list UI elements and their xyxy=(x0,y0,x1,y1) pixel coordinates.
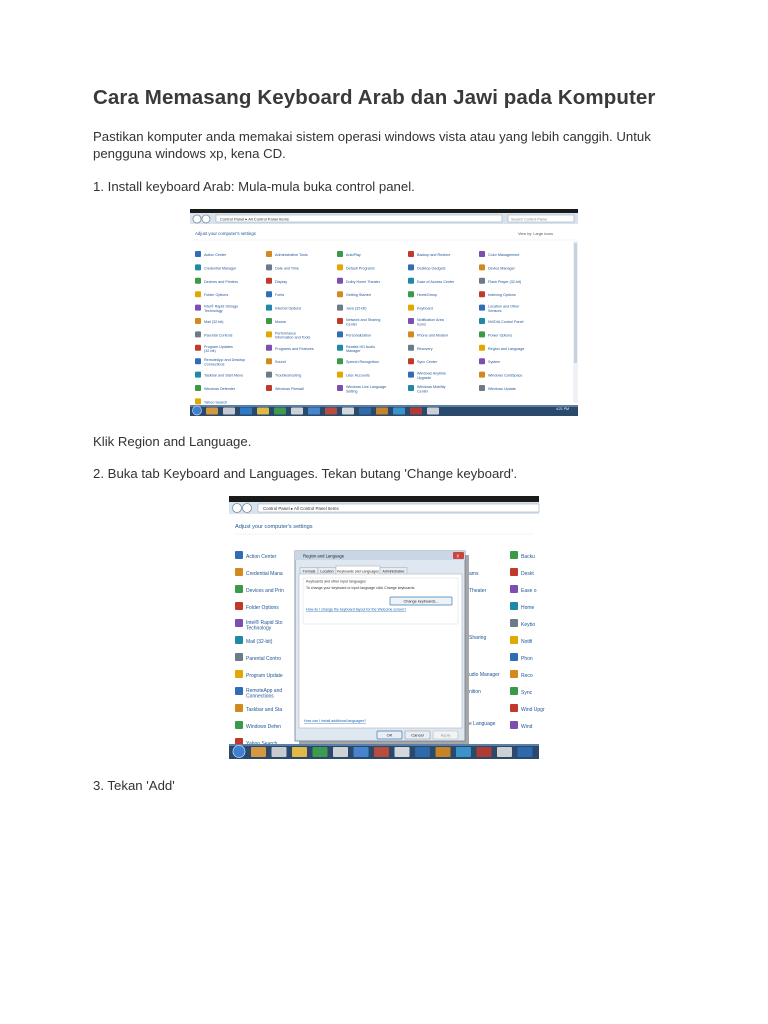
cp-item-label: Connections xyxy=(204,362,225,367)
internet-options-icon xyxy=(266,305,272,311)
dialog-title: Region and Language xyxy=(303,553,345,559)
cp-item-label: Icons xyxy=(417,322,426,327)
cp-item-label: Keybo xyxy=(521,622,536,628)
cp-item-label: Device Manager xyxy=(488,266,515,271)
credential-mana-icon xyxy=(235,568,243,576)
cp-item-label: Date and Time xyxy=(275,266,299,271)
tab-keyboards-and-languages[interactable] xyxy=(336,566,380,575)
intel-rapid-storage-technology-icon xyxy=(195,305,201,311)
taskbar-app-icon[interactable] xyxy=(342,408,354,415)
cp-item-label: Troubleshooting xyxy=(275,373,302,378)
cp-item-label: Display xyxy=(275,279,288,284)
cp-item-label: Sync Center xyxy=(417,360,438,365)
cp-item-label: Upgrade xyxy=(417,375,432,380)
ok-label[interactable]: OK xyxy=(386,732,393,738)
cp-item-label: Manager xyxy=(346,349,361,354)
cp2-mid-item[interactable]: udio Manager xyxy=(469,672,500,678)
getting-started-icon xyxy=(337,291,343,297)
taskbar-app-icon[interactable] xyxy=(518,747,533,757)
yahoo-search-icon xyxy=(195,398,201,404)
taskbar-app-icon[interactable] xyxy=(497,747,512,757)
cp-item-label: Ease o xyxy=(521,588,537,594)
backu-icon xyxy=(510,551,518,559)
taskbar-app-icon[interactable] xyxy=(240,408,252,415)
indexing-options-icon xyxy=(479,291,485,297)
tab-formats[interactable] xyxy=(300,568,318,575)
cp-item-label: Windows Mobility xyxy=(417,385,446,389)
taskbar-app-icon[interactable] xyxy=(325,408,337,415)
cp-item-label: User Accounts xyxy=(346,373,370,378)
fonts-icon xyxy=(266,291,272,297)
cp-item-label: Flash Player (32-bit) xyxy=(488,279,522,284)
sync-center-icon xyxy=(408,358,414,364)
cp-item-label: Devices and Prin xyxy=(246,588,284,594)
wind-icon xyxy=(510,721,518,729)
windows-firewall-icon xyxy=(266,385,272,391)
autoplay-icon xyxy=(337,251,343,257)
cp-item-label: Indexing Options xyxy=(488,293,516,298)
tab-administrative[interactable] xyxy=(380,568,407,575)
cp-item-label: Setting xyxy=(346,389,358,394)
cp-item-label: Parental Contro xyxy=(246,656,282,662)
cp-item-label: Intel® Rapid Sto xyxy=(246,620,283,626)
cp-item-label: Desktop Gadgets xyxy=(417,266,446,271)
cp-item-label: Mouse xyxy=(275,320,287,324)
install-languages-link[interactable]: How can I install additional languages? xyxy=(304,719,367,723)
cp-item-label: Getting Started xyxy=(346,293,371,298)
display-icon xyxy=(266,278,272,284)
taskbar-app-icon[interactable] xyxy=(376,408,388,415)
taskbar-app-icon[interactable] xyxy=(292,747,307,757)
taskbar-app-icon[interactable] xyxy=(374,747,389,757)
reco-icon xyxy=(510,670,518,678)
cp-item-label: System xyxy=(488,360,501,365)
cp2-mid-item[interactable]: ams xyxy=(469,571,479,577)
taskbar-app-icon[interactable] xyxy=(393,408,405,415)
cp-item-label: Parental Controls xyxy=(204,333,233,338)
taskbar-app-icon[interactable] xyxy=(313,747,328,757)
folder-options-icon xyxy=(195,291,201,297)
cp-item-label: Taskbar and Sta xyxy=(246,707,283,713)
sound-icon xyxy=(266,358,272,364)
cp-item-label: Credential Mana xyxy=(246,571,283,577)
step-1-text: 1. Install keyboard Arab: Mula-mula buka control panel. xyxy=(93,179,415,194)
change-keyboards-desc: To change your keyboard or input language click Change keyboards. xyxy=(306,586,416,590)
deskt-icon xyxy=(510,568,518,576)
user-accounts-icon xyxy=(337,372,343,378)
phon-icon xyxy=(510,653,518,661)
remoteapp-and-desktop-connections-icon xyxy=(195,358,201,364)
devices-and-prin-icon xyxy=(235,585,243,593)
step-3-text: 3. Tekan 'Add' xyxy=(93,778,175,793)
cp-item-label: Action Center xyxy=(204,253,227,257)
cp-item-label: Windows CardSpace xyxy=(488,373,523,378)
cancel-label[interactable]: Cancel xyxy=(411,732,424,738)
notification-area-icons-icon xyxy=(408,318,414,324)
taskbar-app-icon[interactable] xyxy=(251,747,266,757)
taskbar-clock: 4:21 PM xyxy=(556,407,570,411)
tab-label: Location xyxy=(320,569,334,574)
taskbar-app-icon[interactable] xyxy=(395,747,410,757)
cp-item-label: Keyboard xyxy=(417,306,433,311)
cp-item-label: Sound xyxy=(275,360,286,365)
windows-defen-icon xyxy=(235,721,243,729)
parental-controls-icon xyxy=(195,331,201,337)
panel-heading-2: Adjust your computer's settings xyxy=(235,524,313,530)
cp-item-label: Windows Firewall xyxy=(275,387,304,391)
cp-item-label: Internet Options xyxy=(275,306,302,311)
taskbar-app-icon[interactable] xyxy=(333,747,348,757)
speech-recognition-icon xyxy=(337,358,343,364)
cp-item-label: Program Updates xyxy=(204,344,233,349)
program-update-icon xyxy=(235,670,243,678)
device-manager-icon xyxy=(479,264,485,270)
taskbar-app-icon[interactable] xyxy=(308,408,320,415)
windows-mobility-center-icon xyxy=(408,385,414,391)
cp-item-label: Windows Update xyxy=(488,387,516,391)
java-32-bit-icon xyxy=(337,305,343,311)
cp-item-label: Administrative Tools xyxy=(275,253,308,257)
cp-item-label: Notifi xyxy=(521,639,533,645)
tab-label: Administrative xyxy=(382,569,405,574)
cp-item-label: Sensors xyxy=(488,308,502,313)
cp-item-label: Color Management xyxy=(488,253,520,257)
cp-item-label: Intel® Rapid Storage xyxy=(204,304,239,309)
cp-item-label: Sync xyxy=(521,690,533,696)
panel-heading: Adjust your computer's settings xyxy=(195,231,256,236)
cp-item-label: Technology xyxy=(246,625,272,632)
tab-label: Keyboards and Languages xyxy=(337,569,379,574)
control-panel-screenshot xyxy=(190,209,578,416)
cp-item-label: Speech Recognition xyxy=(346,360,380,365)
cp-item-label: Programs and Features xyxy=(275,346,314,351)
cp-item-label: Realtek HD Audio xyxy=(346,344,376,349)
power-options-icon xyxy=(479,331,485,337)
cp-item-label: Java (32-bit) xyxy=(346,306,367,311)
folder-options-icon xyxy=(235,602,243,610)
region-language-screenshot xyxy=(229,496,545,759)
windows-defender-icon xyxy=(195,385,201,391)
cp-item-label: Ease of Access Center xyxy=(417,279,455,284)
cp-item-label: Performance xyxy=(275,331,297,336)
cp-item-label: Recovery xyxy=(417,346,433,351)
date-and-time-icon xyxy=(266,264,272,270)
intro-paragraph: Pastikan komputer anda memakai sistem operasi windows vista atau yang lebih canggih. Untuk pengguna windows xp, kena CD. xyxy=(93,129,651,161)
cp2-mid-item[interactable]: e Language xyxy=(469,721,496,727)
mail-32-bit-icon xyxy=(195,318,201,324)
devices-and-printers-icon xyxy=(195,278,201,284)
taskbar-app-icon[interactable] xyxy=(410,408,422,415)
cp2-mid-item[interactable]: Sharing xyxy=(469,635,487,641)
cp-item-label: AutoPlay xyxy=(346,253,361,257)
cp-item-label: Center xyxy=(346,322,358,327)
address-bar-2: Control Panel ▸ All Control Panel Items xyxy=(263,506,339,511)
mail-32-bit-icon xyxy=(235,636,243,644)
region-and-language-icon xyxy=(479,345,485,351)
personalization-icon xyxy=(337,331,343,337)
keybo-icon xyxy=(510,619,518,627)
cp-item-label: RemoteApp and xyxy=(246,688,283,694)
step-2-text: 2. Buka tab Keyboard and Languages. Tekan butang 'Change keyboard'. xyxy=(93,466,518,481)
apply-label[interactable]: Apply xyxy=(440,732,451,738)
change-keyboards-label[interactable]: Change keyboards... xyxy=(403,599,439,604)
taskbar-app-icon[interactable] xyxy=(206,408,218,415)
realtek-hd-audio-manager-icon xyxy=(337,345,343,351)
taskbar-app-icon[interactable] xyxy=(223,408,235,415)
cp-item-label: NVIDIA Control Panel xyxy=(488,320,524,324)
cp-item-label: Windows Anytime xyxy=(417,371,447,376)
cp-item-label: Wind xyxy=(521,724,533,730)
taskbar-app-icon[interactable] xyxy=(291,408,303,415)
cp2-mid-item[interactable]: nition xyxy=(469,689,481,695)
cp-item-label: Phon xyxy=(521,656,533,662)
sync-icon xyxy=(510,687,518,695)
taskbar-app-icon[interactable] xyxy=(456,747,471,757)
backup-and-restore-icon xyxy=(408,251,414,257)
cp-item-label: Backup and Restore xyxy=(417,253,451,257)
keyboards-group-label: Keyboards and other input languages xyxy=(306,579,366,584)
keyboard-icon xyxy=(408,305,414,311)
welcome-screen-link[interactable]: How do I change the keyboard layout for the Welcome screen? xyxy=(306,607,407,612)
cp-item-label: Windows Defen xyxy=(246,724,282,730)
cp-item-label: (32-bit) xyxy=(204,349,216,354)
cp-item-label: Region and Language xyxy=(488,346,525,351)
taskbar-app-icon[interactable] xyxy=(436,747,451,757)
action-center-icon xyxy=(195,251,201,257)
windows-cardspace-icon xyxy=(479,372,485,378)
taskbar-app-icon[interactable] xyxy=(415,747,430,757)
windows-anytime-upgrade-icon xyxy=(408,372,414,378)
location-and-other-sensors-icon xyxy=(479,305,485,311)
windows-update-icon xyxy=(479,385,485,391)
credential-manager-icon xyxy=(195,264,201,270)
color-management-icon xyxy=(479,251,485,257)
taskbar-app-icon[interactable] xyxy=(354,747,369,757)
taskbar-app-icon[interactable] xyxy=(427,408,439,415)
performance-information-and-tools-icon xyxy=(266,331,272,337)
cp-item-label: Location and Other xyxy=(488,304,520,309)
taskbar-and-sta-icon xyxy=(235,704,243,712)
taskbar-app-icon[interactable] xyxy=(477,747,492,757)
windows-live-language-setting-icon xyxy=(337,385,343,391)
cp-item-label: Network and Sharing xyxy=(346,318,381,322)
cp-item-label: Credential Manager xyxy=(204,266,237,271)
troubleshooting-icon xyxy=(266,372,272,378)
cp-item-label: RemoteApp and Desktop xyxy=(204,358,246,363)
cp-item-label: Dolby Home Theater xyxy=(346,279,380,284)
cp-item-label: Notification Area xyxy=(417,318,444,322)
parental-contro-icon xyxy=(235,653,243,661)
mouse-icon xyxy=(266,318,272,324)
cp2-mid-item[interactable]: Theater xyxy=(469,588,487,594)
taskbar-app-icon[interactable] xyxy=(257,408,269,415)
cp-item-label: Connections xyxy=(246,693,274,700)
cp-item-label: Windows Defender xyxy=(204,387,236,391)
cp-item-label: Mail (32-bit) xyxy=(246,639,273,645)
desktop-gadgets-icon xyxy=(408,264,414,270)
taskbar-app-icon[interactable] xyxy=(359,408,371,415)
cp-item-label: Default Programs xyxy=(346,266,375,271)
nvidia-control-panel-icon xyxy=(479,318,485,324)
network-and-sharing-center-icon xyxy=(337,318,343,324)
close-icon[interactable]: x xyxy=(456,553,459,560)
system-icon xyxy=(479,358,485,364)
flash-player-32-bit-icon xyxy=(479,278,485,284)
cp-item-label: Reco xyxy=(521,673,533,679)
page-title: Cara Memasang Keyboard Arab dan Jawi pada Komputer xyxy=(93,86,656,109)
cp-item-label: Yahoo Search xyxy=(204,400,228,405)
default-programs-icon xyxy=(337,264,343,270)
search-box: Search Control Panel xyxy=(511,217,548,222)
cp-item-label: Fonts xyxy=(275,293,285,298)
wind-upgr-icon xyxy=(510,704,518,712)
homegroup-icon xyxy=(408,291,414,297)
taskbar-app-icon[interactable] xyxy=(272,747,287,757)
program-updates-32-bit-icon xyxy=(195,345,201,351)
klik-text: Klik Region and Language. xyxy=(93,434,252,449)
taskbar-and-start-menu-icon xyxy=(195,372,201,378)
recovery-icon xyxy=(408,345,414,351)
action-center-icon xyxy=(235,551,243,559)
home-icon xyxy=(510,602,518,610)
remoteapp-and-connections-icon xyxy=(235,687,243,695)
programs-and-features-icon xyxy=(266,345,272,351)
cp-item-label: Windows Live Language xyxy=(346,385,387,389)
taskbar-app-icon[interactable] xyxy=(274,408,286,415)
cp-item-label: Program Update xyxy=(246,673,283,679)
cp-item-label: Folder Options xyxy=(246,605,279,611)
ease-o-icon xyxy=(510,585,518,593)
address-bar: Control Panel ▸ All Control Panel Items xyxy=(220,216,289,222)
cp-item-label: Phone and Modem xyxy=(417,333,449,338)
cp-item-label: Devices and Printers xyxy=(204,279,239,284)
cp-item-label: Power Options xyxy=(488,333,513,338)
cp-item-label: Home xyxy=(521,605,535,611)
cp-item-label: Deskt xyxy=(521,571,534,577)
cp-item-label: Technology xyxy=(204,308,223,313)
cp-item-label: Taskbar and Start Menu xyxy=(204,373,244,378)
cp-item-label: Folder Options xyxy=(204,293,229,298)
cp-item-label: Action Center xyxy=(246,554,277,560)
notifi-icon xyxy=(510,636,518,644)
cp-item-label: Center xyxy=(417,389,429,394)
ease-of-access-center-icon xyxy=(408,278,414,284)
cp-item-label: Information and Tools xyxy=(275,335,311,340)
tab-location[interactable] xyxy=(318,568,336,575)
cp-item-label: HomeGroup xyxy=(417,293,438,298)
tab-label: Formats xyxy=(302,569,316,574)
cp-item-label: Personalization xyxy=(346,333,372,338)
cp-item-label: Mail (32-bit) xyxy=(204,320,224,324)
administrative-tools-icon xyxy=(266,251,272,257)
cp-item-label: Backu xyxy=(521,554,535,560)
view-by: View by: Large icons xyxy=(518,232,553,236)
cp-item-label: Wind Upgr xyxy=(521,707,545,713)
dolby-home-theater-icon xyxy=(337,278,343,284)
phone-and-modem-icon xyxy=(408,331,414,337)
intel-rapid-sto-technology-icon xyxy=(235,619,243,627)
